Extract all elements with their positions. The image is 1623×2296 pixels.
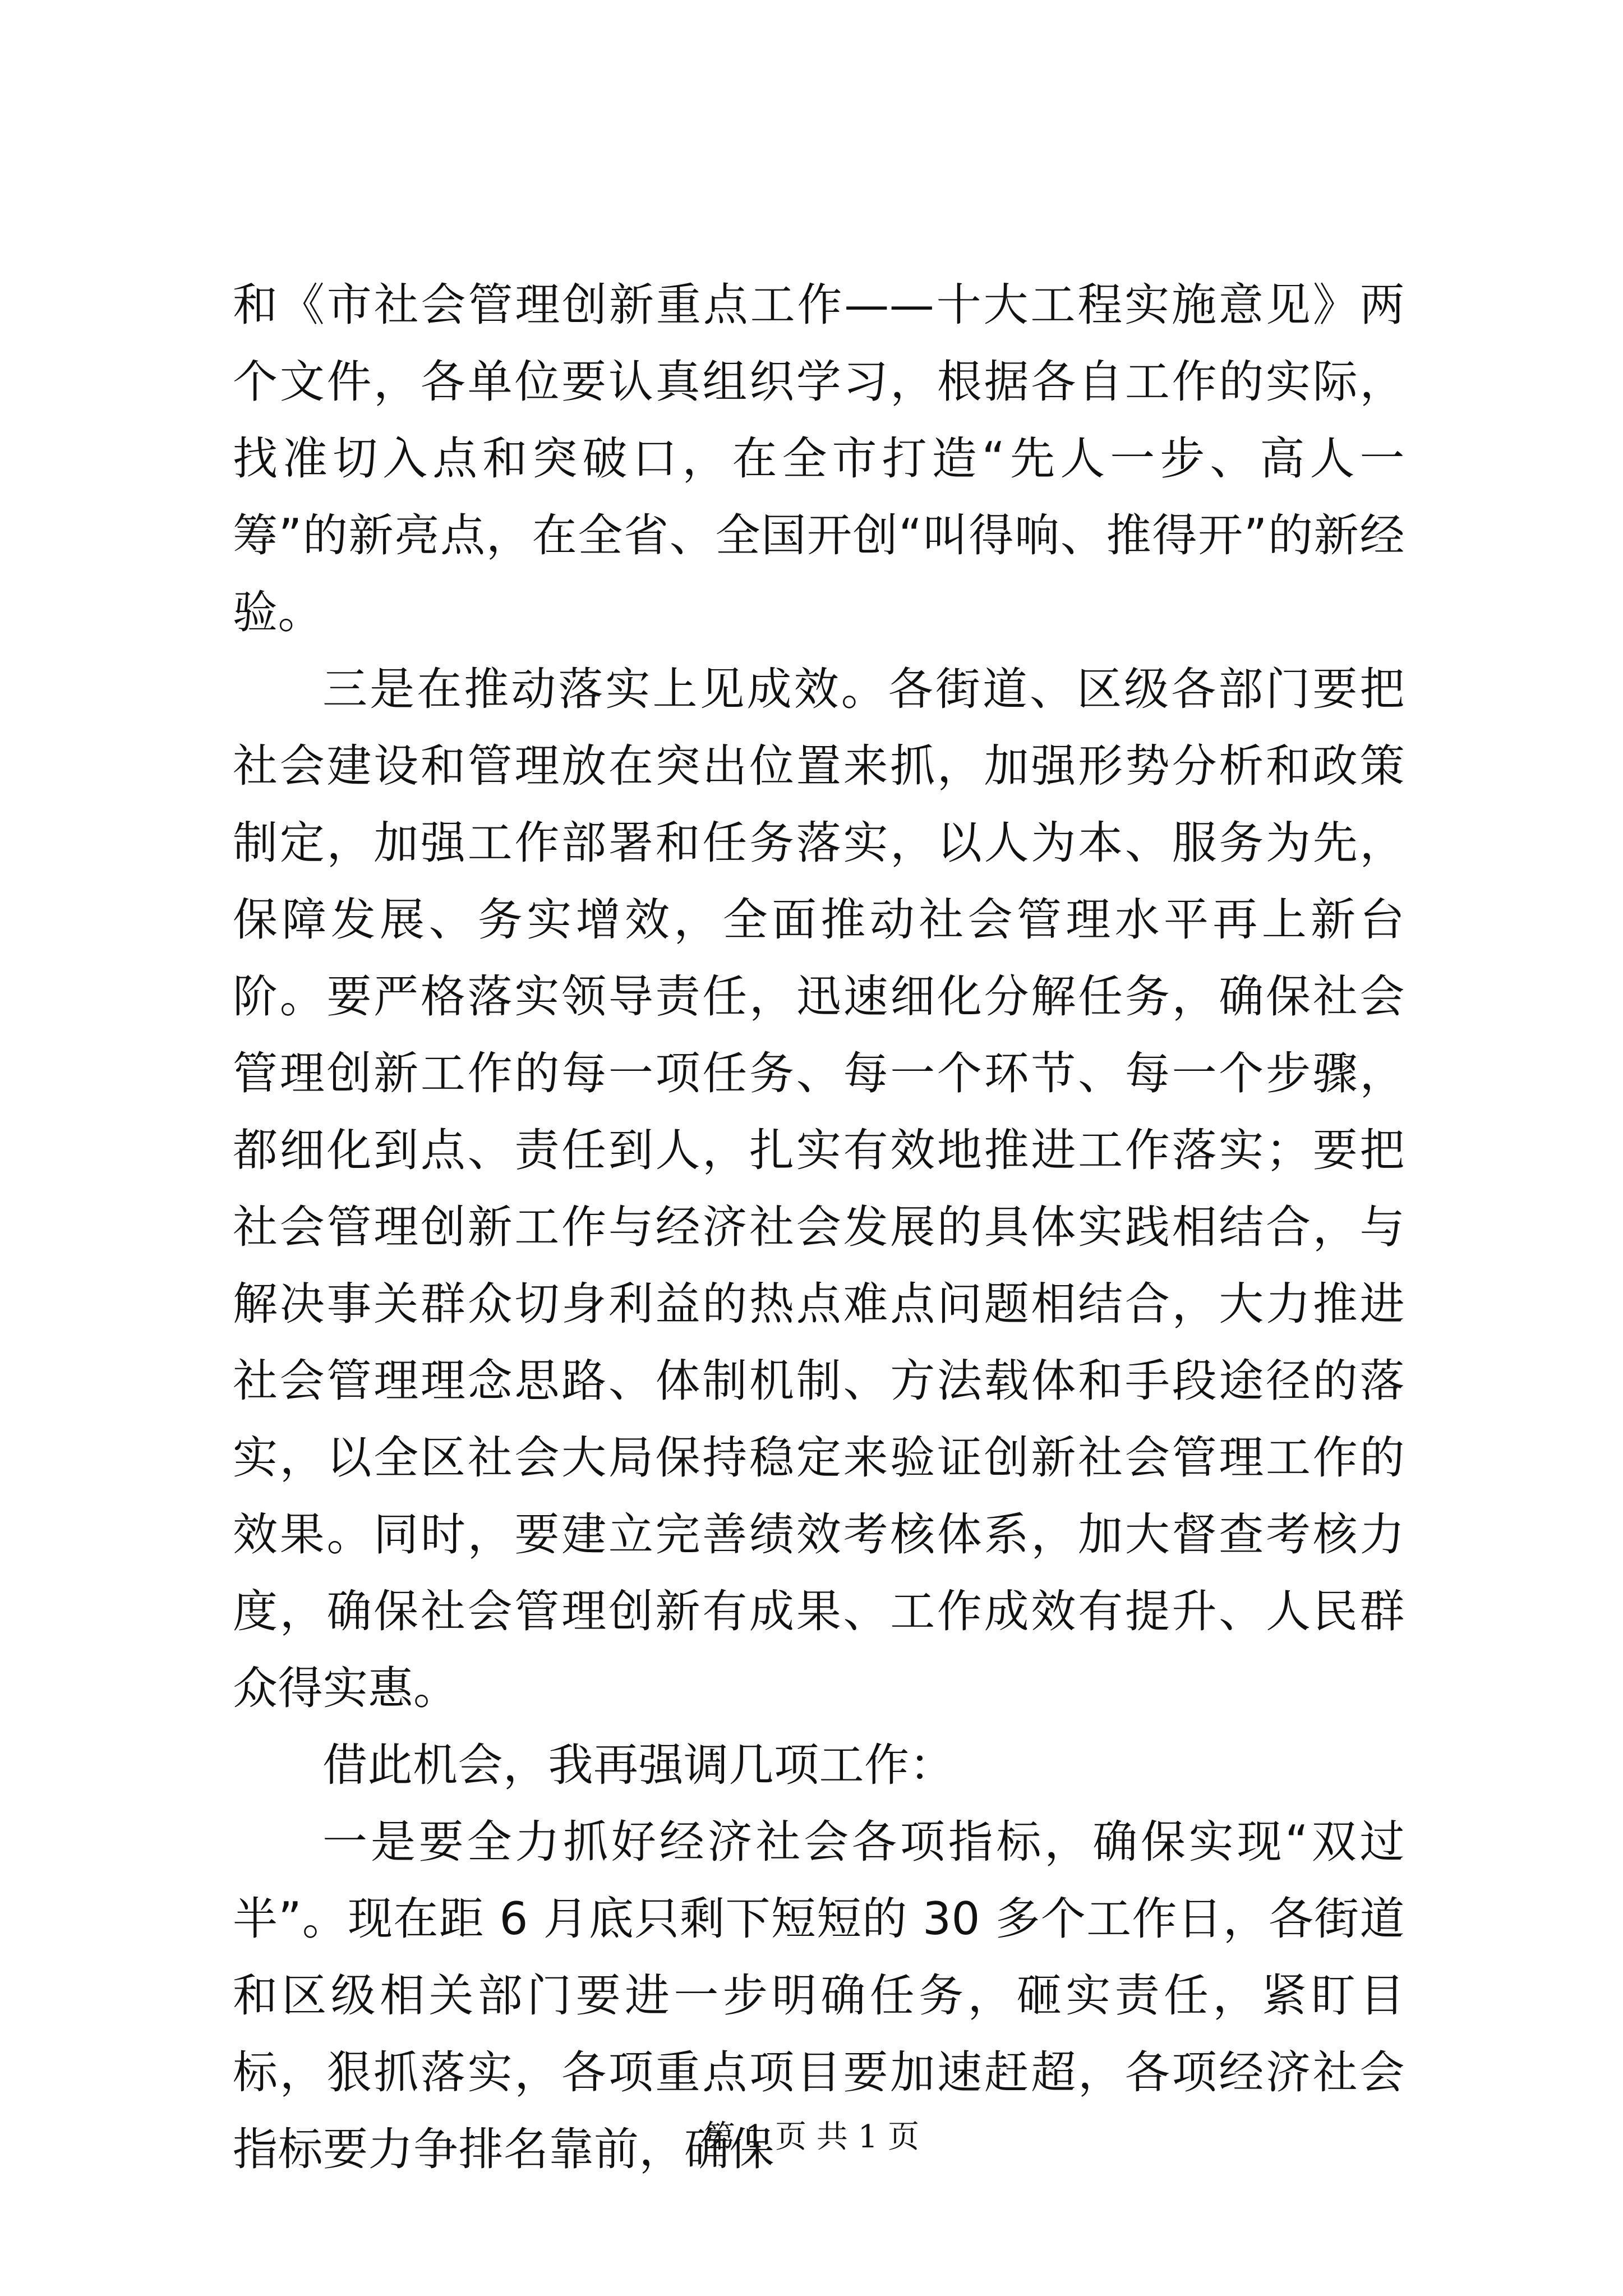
page-number-footer: 第 1 页 共 1 页 (703, 2119, 920, 2155)
paragraph-3: 借此机会，我再强调几项工作： (322, 1739, 955, 1791)
document-body (233, 266, 1405, 2188)
paragraph-1: 和《市社会管理创新重点工作——十大工程实施意见》两个文件，各单位要认真组织学习，根据各自工作的实际，找准切入点和突破口，在全市打造“先人一步、高人一筹”的新亮点，在全省、全国开创“叫得响、推得开”的新经验。 (233, 279, 1405, 638)
paragraph-4: 一是要全力抓好经济社会各项指标，确保实现“双过半”。现在距 6 月底只剩下短短的 30 多个工作日，各街道和区级相关部门要进一步明确任务，砸实责任，紧盯目标，狠抓落实，各项重点项目要加速赶超，各项经济社会指标要力争排名靠前，确保 (233, 1816, 1405, 2175)
paragraph-2: 三是在推动落实上见成效。各街道、区级各部门要把社会建设和管理放在突出位置来抓，加强形势分析和政策制定，加强工作部署和任务落实，以人为本、服务为先，保障发展、务实增效，全面推动社会管理水平再上新台阶。要严格落实领导责任，迅速细化分解任务，确保社会管理创新工作的每一项任务、每一个环节、每一个步骤，都细化到点、责任到人，扎实有效地推进工作落实；要把社会管理创新工作与经济社会发展的具体实践相结合，与解决事关群众切身利益的热点难点问题相结合，大力推进社会管理理念思路、体制机制、方法载体和手段途径的落实，以全区社会大局保持稳定来验证创新社会管理工作的效果。同时，要建立完善绩效考核体系，加大督查考核力度，确保社会管理创新有成果、工作成效有提升、人民群众得实惠。 (233, 663, 1405, 1714)
